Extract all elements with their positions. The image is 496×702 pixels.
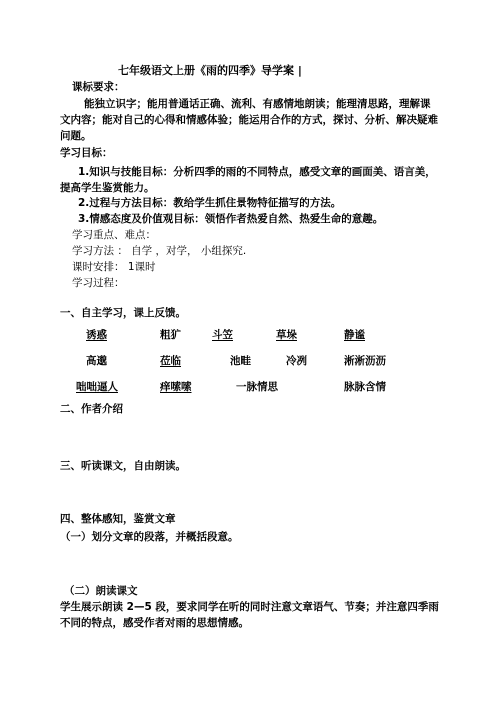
section-3-heading: 三、听读课文，自由朗读。 (60, 460, 186, 472)
key-points-label: 学习重点、难点： (72, 229, 156, 241)
curriculum-text: 能独立识字；能用普通话正确、流利、有感情地朗读；能理清思路，理解课文内容；能对自己的心得和情感体验；能运用合作的方式，探讨、分析、解决疑难问题。 (60, 98, 438, 142)
vocab-word: 池畦 (230, 355, 251, 367)
vocab-word: 莅临 (160, 355, 181, 367)
vocab-word: 高邈 (86, 355, 107, 367)
goal-1: 1.知识与技能目标：分析四季的雨的不同特点，感受文章的画面美、语言美，提高学生鉴赏能力。 (60, 166, 436, 194)
section-4-1: （一）划分文章的段落，并概括段意。 (60, 531, 239, 543)
section-4-2-text: 学生展示朗读 2—5 段，要求同学在听的同时注意文章语气、节奏；并注意四季雨不同的特点，感受作者对雨的思想情感。 (60, 601, 439, 629)
learning-method: 学习方法 ： 自学 ，对学， 小组探究. (72, 245, 247, 257)
section-4-heading: 四、整体感知，鉴赏文章 (60, 513, 176, 525)
vocab-word: 冷冽 (286, 355, 307, 367)
curriculum-heading: 课标要求： (72, 81, 125, 93)
vocab-word: 咄咄逼人 (76, 381, 118, 393)
vocab-word: 诱惑 (86, 329, 107, 341)
goals-heading: 学习目标： (60, 147, 113, 159)
section-1-heading: 一、自主学习，课上反馈。 (60, 307, 186, 319)
vocab-word: 一脉情思 (236, 381, 278, 393)
section-2-heading: 二、作者介绍 (60, 403, 123, 415)
time-arrangement: 课时安排： 1课时 (72, 261, 156, 273)
vocab-word: 痒嗦嗦 (160, 381, 192, 393)
goal-3: 3.情感态度及价值观目标：领悟作者热爱自然、热爱生命的意趣。 (78, 213, 384, 225)
vocab-word: 斗笠 (212, 329, 233, 341)
learning-process-label: 学习过程： (72, 277, 125, 289)
vocab-word: 粗犷 (160, 329, 181, 341)
page-title: 七年级语文上册《雨的四季》导学案 | (118, 64, 302, 77)
vocab-word: 脉脉含情 (344, 381, 386, 393)
vocab-word: 草垛 (276, 329, 297, 341)
section-4-2: （二）朗读课文 (64, 585, 138, 597)
vocab-word: 静谧 (344, 329, 365, 341)
goal-2: 2.过程与方法目标：教给学生抓住景物特征描写的方法。 (78, 197, 342, 209)
vocab-word: 淅淅沥沥 (344, 355, 386, 367)
